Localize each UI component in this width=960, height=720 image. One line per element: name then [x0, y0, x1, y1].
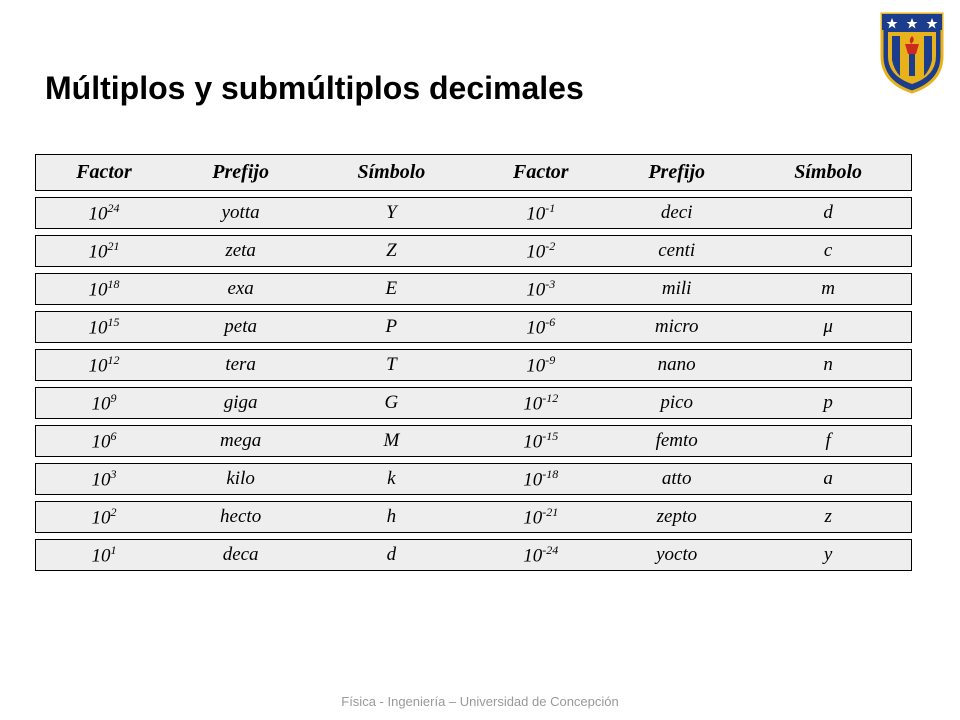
prefix-cell: centi	[608, 235, 745, 267]
footer-text: Física - Ingeniería – Universidad de Concepción	[341, 694, 619, 709]
prefix-cell: mili	[608, 273, 745, 305]
table-row	[35, 197, 912, 229]
symbol-cell: a	[745, 463, 912, 495]
factor-cell: $10^{-9}$	[473, 349, 608, 381]
symbol-cell: c	[745, 235, 912, 267]
factor-cell: $10^{18}$	[35, 273, 172, 305]
symbol-cell: E	[309, 273, 473, 305]
symbol-cell: k	[309, 463, 473, 495]
table-row	[35, 539, 912, 571]
factor-cell: $10^{24}$	[35, 197, 172, 229]
symbol-cell: T	[309, 349, 473, 381]
factor-cell: $10^{15}$	[35, 311, 172, 343]
symbol-cell: Z	[309, 235, 473, 267]
prefix-cell: deca	[172, 539, 309, 571]
table-row	[35, 387, 912, 419]
factor-cell: $10^{-24}$	[473, 539, 608, 571]
university-crest-icon	[878, 10, 946, 94]
prefix-cell: zeta	[172, 235, 309, 267]
table-row	[35, 273, 912, 305]
symbol-cell: y	[745, 539, 912, 571]
symbol-cell: p	[745, 387, 912, 419]
prefix-cell: tera	[172, 349, 309, 381]
symbol-cell: m	[745, 273, 912, 305]
prefix-cell: giga	[172, 387, 309, 419]
symbol-cell: n	[745, 349, 912, 381]
table-row	[35, 235, 912, 267]
prefix-cell: micro	[608, 311, 745, 343]
prefix-cell: yocto	[608, 539, 745, 571]
factor-cell: $10^{21}$	[35, 235, 172, 267]
symbol-cell: f	[745, 425, 912, 457]
symbol-cell: μ	[745, 311, 912, 343]
table-header-row	[35, 154, 912, 191]
prefix-cell: pico	[608, 387, 745, 419]
prefix-cell: atto	[608, 463, 745, 495]
factor-cell: $10^{-2}$	[473, 235, 608, 267]
prefix-cell: peta	[172, 311, 309, 343]
prefix-table	[35, 148, 912, 577]
header-simbolo: Símbolo	[309, 154, 473, 191]
table-row	[35, 463, 912, 495]
prefix-cell: hecto	[172, 501, 309, 533]
prefix-cell: femto	[608, 425, 745, 457]
header-factor: Factor	[473, 154, 608, 191]
table-row	[35, 311, 912, 343]
symbol-cell: d	[309, 539, 473, 571]
table-row	[35, 501, 912, 533]
symbol-cell: d	[745, 197, 912, 229]
factor-cell: $10^1$	[35, 539, 172, 571]
header-prefijo: Prefijo	[608, 154, 745, 191]
symbol-cell: P	[309, 311, 473, 343]
factor-cell: $10^{-15}$	[473, 425, 608, 457]
factor-cell: $10^{-21}$	[473, 501, 608, 533]
prefix-cell: zepto	[608, 501, 745, 533]
factor-cell: $10^3$	[35, 463, 172, 495]
symbol-cell: G	[309, 387, 473, 419]
symbol-cell: M	[309, 425, 473, 457]
factor-cell: $10^{-18}$	[473, 463, 608, 495]
prefix-cell: yotta	[172, 197, 309, 229]
factor-cell: $10^2$	[35, 501, 172, 533]
symbol-cell: h	[309, 501, 473, 533]
factor-cell: $10^{-6}$	[473, 311, 608, 343]
prefix-cell: mega	[172, 425, 309, 457]
factor-cell: $10^9$	[35, 387, 172, 419]
prefix-cell: deci	[608, 197, 745, 229]
symbol-cell: Y	[309, 197, 473, 229]
factor-cell: $10^{-3}$	[473, 273, 608, 305]
header-factor: Factor	[35, 154, 172, 191]
prefix-cell: kilo	[172, 463, 309, 495]
prefix-cell: nano	[608, 349, 745, 381]
factor-cell: $10^{-12}$	[473, 387, 608, 419]
factor-cell: $10^{12}$	[35, 349, 172, 381]
table-row	[35, 425, 912, 457]
prefix-cell: exa	[172, 273, 309, 305]
table-row	[35, 349, 912, 381]
factor-cell: $10^6$	[35, 425, 172, 457]
page-title: Múltiplos y submúltiplos decimales	[45, 70, 584, 106]
factor-cell: $10^{-1}$	[473, 197, 608, 229]
header-simbolo: Símbolo	[745, 154, 912, 191]
symbol-cell: z	[745, 501, 912, 533]
header-prefijo: Prefijo	[172, 154, 309, 191]
